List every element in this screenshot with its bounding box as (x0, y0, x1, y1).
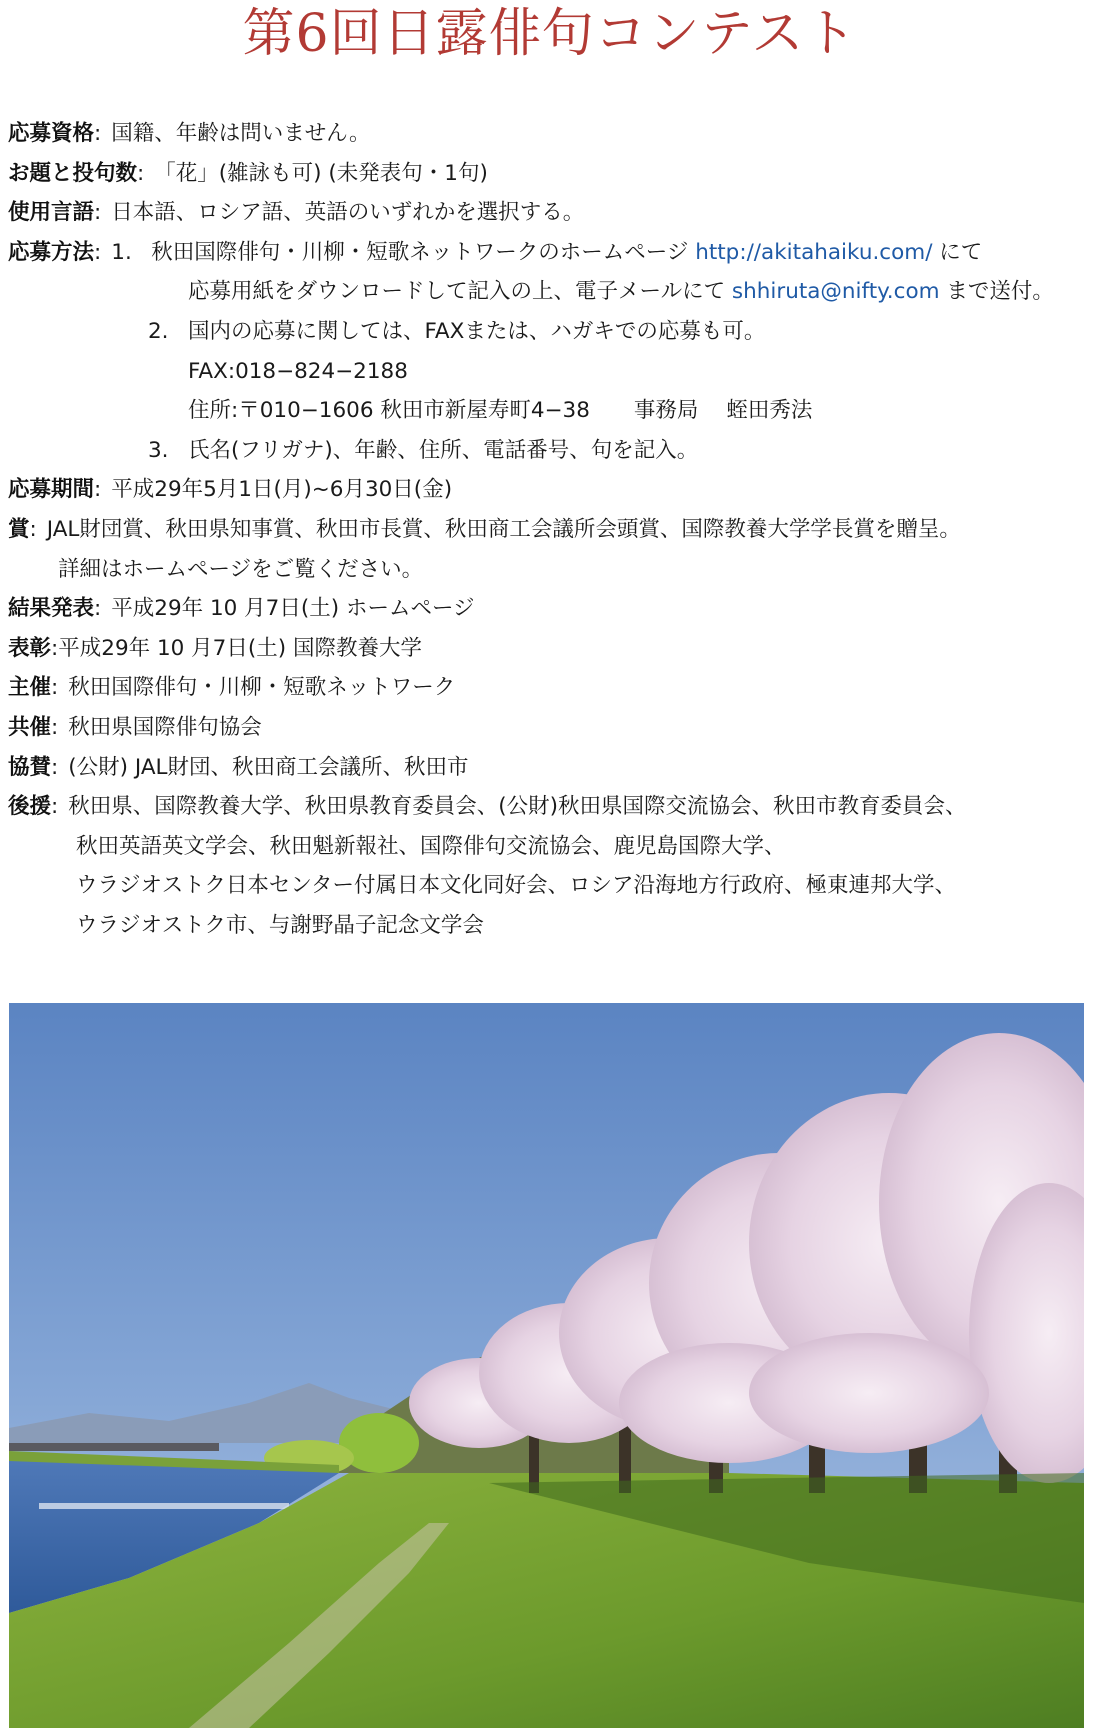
page-title: 第6回日露俳句コンテスト (242, 4, 858, 64)
homepage-link[interactable]: http://akitahaiku.com/ (695, 239, 933, 265)
method-row-2 (8, 312, 1098, 352)
award-row: 表彰:平成29年 10 月7日(土) 国際教養大学 (8, 635, 422, 661)
support-row: 後援: 秋田県、国際教養大学、秋田県教育委員会、(公財)秋田県国際交流協会、秋田市教育委員会、 (8, 794, 967, 820)
period-text: 平成29年5月1日(月)~6月30日(金) (111, 477, 453, 503)
sponsor-label: 協賛 (8, 754, 52, 780)
method-item2-text: 国内の応募に関しては、FAXまたは、ハガキでの応募も可。 (188, 318, 766, 344)
support-line: ウラジオストク日本センター付属日本文化同好会、ロシア沿海地方行政府、極東連邦大学、 (76, 873, 956, 899)
support-line: 秋田県、国際教養大学、秋田県教育委員会、(公財)秋田県国際交流協会、秋田市教育委員会、 (68, 794, 967, 820)
fax-number: FAX:018−824−2188 (188, 358, 408, 384)
period-label: 応募期間 (8, 477, 95, 503)
method-item1-text-d: まで送付。 (946, 279, 1054, 305)
prize-row-2 (8, 550, 1098, 590)
award-label: 表彰 (8, 635, 52, 661)
cherry-blossom-riverbank-photo (9, 1003, 1084, 1728)
organizer-row: 主催: 秋田国際俳句・川柳・短歌ネットワーク (8, 675, 456, 701)
coorganizer-text: 秋田県国際俳句協会 (68, 714, 262, 740)
sponsor-row: 協賛: (公財) JAL財団、秋田商工会議所、秋田市 (8, 754, 469, 780)
office-text: 事務局 (633, 398, 699, 424)
organizer-text: 秋田国際俳句・川柳・短歌ネットワーク (68, 675, 456, 701)
method-row-3 (8, 431, 1098, 471)
method-row-1b (8, 272, 1098, 312)
method-item2-num: 2. (148, 318, 169, 344)
fax-row (8, 352, 1098, 392)
method-item1-text-a: 秋田国際俳句・川柳・短歌ネットワークのホームページ (151, 239, 689, 265)
method-label: 応募方法 (8, 239, 95, 265)
contest-details (8, 114, 1098, 945)
language-row: 使用言語: 日本語、ロシア語、英語のいずれかを選択する。 (8, 200, 585, 226)
sponsor-text: (公財) JAL財団、秋田商工会議所、秋田市 (68, 754, 469, 780)
method-item1-num: 1. (111, 239, 132, 265)
method-item3-num: 3. (148, 437, 169, 463)
support-line: 秋田英語英文学会、秋田魁新報社、国際俳句交流協会、鹿児島国際大学、 (76, 833, 786, 859)
method-item3-text: 氏名(フリガナ)、年齢、住所、電話番号、句を記入。 (188, 437, 699, 463)
email-link[interactable]: shhiruta@nifty.com (731, 279, 940, 305)
coorganizer-label: 共催 (8, 714, 52, 740)
prize-row: 賞: JAL財団賞、秋田県知事賞、秋田市長賞、秋田商工会議所会頭賞、国際教養大学学長賞を贈呈。 (8, 516, 961, 542)
organizer-label: 主催 (8, 675, 52, 701)
weir (39, 1503, 289, 1509)
results-row: 結果発表: 平成29年 10 月7日(土) ホームページ (8, 596, 475, 622)
eligibility-label: 応募資格 (8, 121, 95, 146)
theme-text: 「花」(雑詠も可) (未発表句・1句) (154, 160, 488, 186)
eligibility-row: 応募資格: 国籍、年齢は問いません。 (8, 121, 371, 146)
coorganizer-row: 共催: 秋田県国際俳句協会 (8, 714, 262, 740)
language-text: 日本語、ロシア語、英語のいずれかを選択する。 (111, 200, 585, 226)
theme-row: お題と投句数: 「花」(雑詠も可) (未発表句・1句) (8, 160, 488, 186)
method-item1-text-b: にて (939, 239, 983, 265)
award-text: 平成29年 10 月7日(土) 国際教養大学 (58, 635, 422, 661)
prize-text-2: 詳細はホームページをご覧ください。 (58, 556, 424, 582)
period-row: 応募期間: 平成29年5月1日(月)~6月30日(金) (8, 477, 453, 503)
theme-label: お題と投句数 (8, 160, 138, 186)
prize-label: 賞 (8, 516, 30, 542)
support-row-3 (8, 866, 1098, 906)
support-line: ウラジオストク市、与謝野晶子記念文学会 (76, 912, 484, 938)
person-name: 蛭田秀法 (726, 398, 813, 424)
language-label: 使用言語 (8, 200, 95, 226)
results-label: 結果発表 (8, 596, 95, 622)
method-item1-text-c: 応募用紙をダウンロードして記入の上、電子メールにて (188, 279, 726, 305)
address-row (8, 391, 1098, 431)
prize-text: JAL財団賞、秋田県知事賞、秋田市長賞、秋田商工会議所会頭賞、国際教養大学学長賞を贈呈。 (46, 516, 961, 542)
method-row-1: 応募方法: 1. 秋田国際俳句・川柳・短歌ネットワークのホームページ http://akitahaiku.com/ にて (8, 233, 1098, 273)
results-text: 平成29年 10 月7日(土) ホームページ (111, 596, 475, 622)
support-row-4 (8, 906, 1098, 946)
address-text: 住所:〒010−1606 秋田市新屋寿町4−38 (188, 398, 590, 424)
support-label: 後援 (8, 794, 52, 820)
eligibility-text: 国籍、年齢は問いません。 (111, 121, 371, 146)
bridge (9, 1443, 219, 1451)
support-row-2 (8, 827, 1098, 867)
